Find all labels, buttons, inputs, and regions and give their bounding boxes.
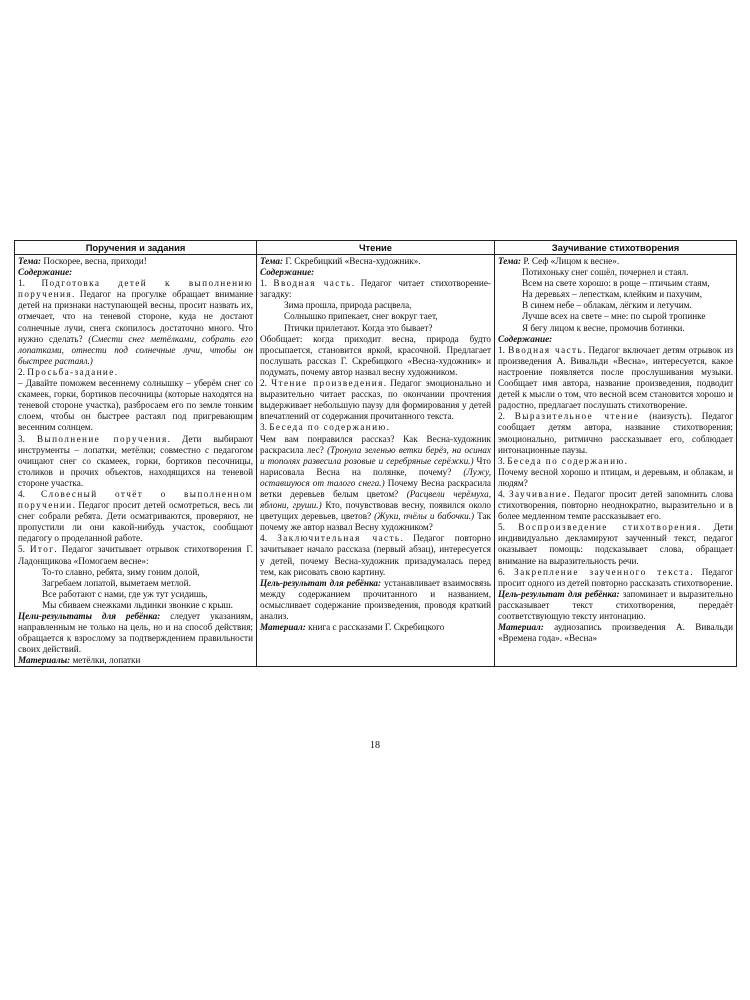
result-goals: Цели-результаты для ребёнка: следует указаниям, направленным не только на цель, но и на способ действия; обращается к взрослому за подтверждением правильности своих действий. xyxy=(18,611,253,655)
step-recitation: 5. Воспроизведение стихотворения. Дети индивидуально декламируют заученный текст, педагог оказывает помощь: подсказывает слова, обращает внимание на выразительность речи. xyxy=(498,522,733,566)
poem-line: Всем на свете хорошо: в роще – птичьим стаям, xyxy=(522,278,710,289)
materials: Материал: книга с рассказами Г. Скребицкого xyxy=(260,622,445,633)
poem-line: Потихоньку снег сошёл, почернел и стаял. xyxy=(522,267,689,278)
riddle-line: Зима прошла, природа расцвела, xyxy=(284,300,412,311)
poem-line: В синем небе – облакам, лёгким и летучим. xyxy=(522,300,692,311)
step-summary: 5. Итог. Педагог зачитывает отрывок стихотворения Г. Ладонщикова «Помогаем весне»: xyxy=(18,544,253,566)
step-memorizing: 4. Заучивание. Педагог просит детей запомнить слова стихотворения, повторно неоднократно, выразительно и в более медленном темпе рассказывает его. xyxy=(498,488,733,522)
memorizing-cell xyxy=(495,255,737,667)
table-body-row xyxy=(15,255,737,667)
lesson-plan-table xyxy=(14,240,737,667)
poem-line: Лучше всех на свете – мне: по сырой тропинке xyxy=(522,311,706,322)
step-conversation: 3. Беседа по содержанию. xyxy=(260,422,389,433)
poem-line: Я бегу лицом к весне, промочив ботинки. xyxy=(522,322,685,333)
poem-line: На деревьях – лепесткам, клейким и пахучим, xyxy=(522,289,702,300)
step-execution: 3. Выполнение поручения. Дети выбирают инструменты – лопатки, метёлки; совместно с педагогом очищают снег со скамеек, горки, бортиков песочницы, столиков и прочих объектов, находящихся на теневой стороне участка. xyxy=(18,433,253,488)
step-request: 2. Просьба-задание. xyxy=(18,366,117,377)
theme-line: Тема: Г. Скребицкий «Весна-художник». xyxy=(260,256,421,266)
materials: Материал: аудиозапись произведения А. Вивальди «Времена года». «Весна» xyxy=(498,622,733,644)
result-goals: Цель-результат для ребёнка: устанавливает взаимосвязь между содержанием прочитанного и названием, осмысливает содержание произведения, проводя краткий анализ. xyxy=(260,577,491,621)
step-conclusion: 4. Заключительная часть. Педагог повторно зачитывает начало рассказа (первый абзац), интересуется у детей, почему Весна-художник призадумалась перед тем, как рисовать свою картину. xyxy=(260,533,491,577)
poem-line: Мы сбиваем снежками льдинки звонкие с крыш. xyxy=(42,599,233,610)
riddle-line: Солнышко припекает, снег вокруг тает, xyxy=(284,311,438,322)
page-number: 18 xyxy=(370,740,380,751)
step-report: 4. Словесный отчёт о выполненном поручении. Педагог просит детей осмотреться, весь ли снег собрали ребята. Дети осматриваются, проверяют, не пропустили ли они какой-нибудь участок, сообщают педагогу о проделанной работе. xyxy=(18,488,253,544)
step-intro: 1. Вводная часть. Педагог читает стихотворение-загадку: xyxy=(260,278,491,300)
materials: Материалы: метёлки, лопатки xyxy=(18,655,141,666)
step-intro: 1. Вводная часть. Педагог включает детям отрывок из произведения А. Вивальди «Весна», интересуется, какое настроение появляется после прослушивания музыки. Сообщает имя автора, название произведения, подводит детей к мысли о том, что весной всем становится хорошо и радостно, предлагает послушать стихотворение. xyxy=(498,344,734,411)
poem-line: То-то славно, ребята, зиму гоним долой, xyxy=(42,566,200,577)
column-header-assignments: Поручения и задания xyxy=(15,241,257,255)
content-label: Содержание: xyxy=(260,267,315,278)
step-reinforcement: 6. Закрепление заученного текста. Педагог просит одного из детей повторно рассказать стихотворение. xyxy=(498,566,734,588)
assignments-cell xyxy=(15,255,257,667)
step-conversation-text: Чем вам понравился рассказ? Как Весна-художник раскрасила лес? (Тронула зеленью ветки берёз, на осинах и тополях развесила розовые и серебряные серёжки.) Что нарисовала Весна на полянке, почему? (Лужу, оставшуюся от талого снега.) Почему Весна раскрасила ветки деревьев белым цветом? (Расцвели черёмуха, яблони, груши.) Кто, почувствовав весну, появился около цветущих деревьев, цветов? (Жуки, пчёлы и бабочки.) Так почему же автор назвал Весну художником? xyxy=(260,433,492,533)
step-reading: 2. Чтение произведения. Педагог эмоционально и выразительно читает рассказ, по окончании прочтения выдерживает небольшую паузу для формирования у детей впечатлений от содержания прочитанного текста. xyxy=(260,378,491,422)
step-request-text: – Давайте поможем весеннему солнышку – уберём снег со скамеек, горки, бортиков песочницы (которые находятся на теневой стороне участка), разбросаем его по земле тонким слоем, чтобы он быстрее растаял под пригревающим весенним солнцем. xyxy=(18,378,253,433)
poem-line: Все работают с нами, где уж тут усидишь, xyxy=(42,588,208,599)
column-header-memorizing: Заучивание стихотворения xyxy=(495,241,737,255)
step-conversation-text: Почему весной хорошо и птицам, и деревьям, и облакам, и людям? xyxy=(498,466,733,488)
theme-line: Тема: Р. Сеф «Лицом к весне». xyxy=(498,256,620,266)
step-expressive-reading: 2. Выразительное чтение (наизусть). Педагог сообщает детям автора, название стихотворения; эмоционально, ритмично рассказывает его, соблюдает интонационные паузы. xyxy=(498,411,733,455)
step-preparation: 1. Подготовка детей к выполнению поручения. Педагог на прогулке обращает внимание детей на признаки наступающей весны, просит назвать их, отмечает, что на теневой стороне, куда не достают солнечные лучи, снега скопилось достаточно много. Что нужно сделать? (Смести снег метёлками, собрать его лопатками, отнести под солнечные лучи, чтобы он быстрее растаял.) xyxy=(18,278,253,366)
column-header-reading: Чтение xyxy=(257,241,495,255)
riddle-line: Птички прилетают. Когда это бывает? xyxy=(284,322,433,333)
step-conversation: 3. Беседа по содержанию. xyxy=(498,455,627,466)
theme-line: Тема: Поскорее, весна, приходи! xyxy=(18,256,147,266)
table-header-row xyxy=(15,241,737,255)
content-label: Содержание: xyxy=(498,333,553,344)
content-label: Содержание: xyxy=(18,267,73,278)
reading-cell xyxy=(257,255,495,667)
poem-line: Загребаем лопатой, выметаем метлой. xyxy=(42,577,191,588)
step-intro-summary: Обобщает: когда приходит весна, природа будто просыпается, становится яркой, красочной. Предлагает послушать рассказ Г. Скребицкого «Весна-художник» и подумать, почему автор назвал весну художником. xyxy=(260,333,491,377)
result-goals: Цель-результат для ребёнка: запоминает и выразительно рассказывает текст стихотворения, передаёт соответствующую тексту интонацию. xyxy=(498,588,734,621)
